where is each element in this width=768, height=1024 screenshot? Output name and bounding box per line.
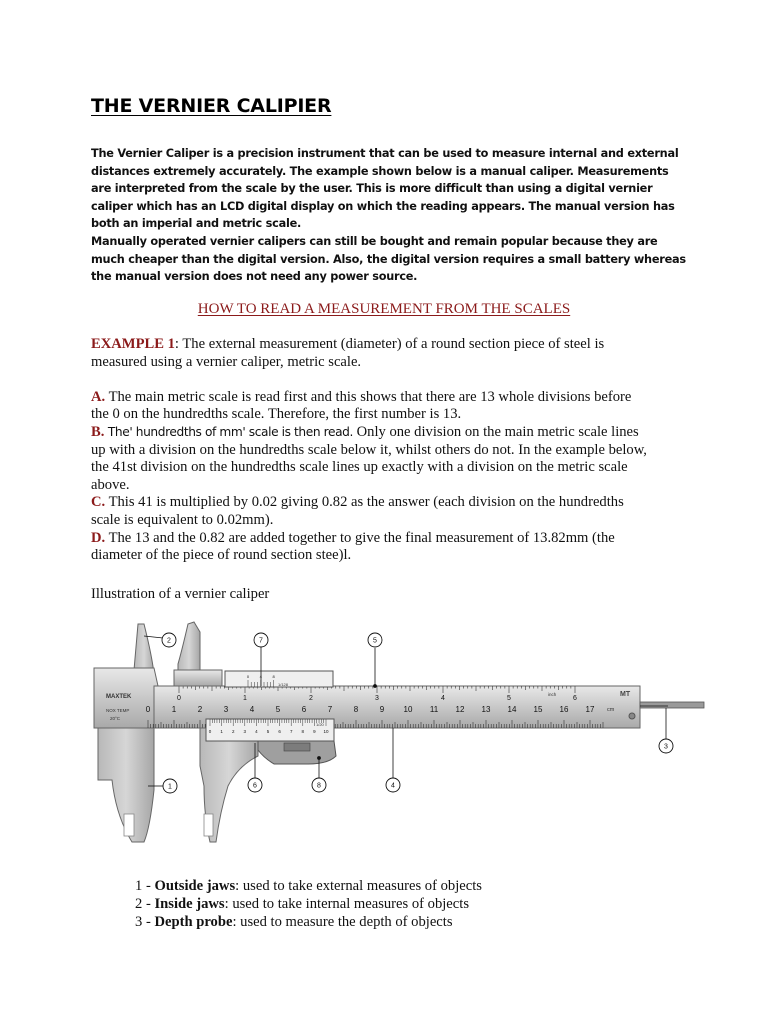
vernier-number: 7 (289, 729, 293, 734)
sliding-inside-jaw (178, 622, 200, 670)
intro-paragraph-1: The Vernier Caliper is a precision instrument that can be used to measure internal and external distances extremely accurately. The example shown below is a manual caliper. Measurements are interpreted from the scale by the user. This is more difficult than using a digital vernier caliper which has an LCD digital display on which the reading appears. The manual version has both an imperial and metric scale. (91, 147, 679, 231)
cm-number: 14 (507, 705, 517, 714)
cm-number: 15 (533, 705, 543, 714)
step-c-lead: C. (91, 494, 106, 511)
callout-7 (254, 633, 268, 647)
legend-item-1: 1 - Outside jaws: used to take external measures of objects (135, 878, 482, 894)
spec-label-1: NOX TEMP (106, 708, 130, 713)
example-text: : The external measurement (diameter) of a round section piece of steel is measured using a vernier caliper, metric scale. (91, 336, 605, 370)
cm-number: 6 (301, 705, 307, 714)
vernier-number: 5 (266, 729, 270, 734)
svg-text:2: 2 (167, 637, 171, 645)
cm-number: 7 (327, 705, 333, 714)
cm-number: 5 (275, 705, 281, 714)
right-mark: MT (620, 691, 631, 698)
spec-label-2: 20°C (110, 716, 121, 721)
vernier-number: 10 (323, 729, 329, 734)
step-d-lead: D. (91, 529, 106, 546)
inch-number: 5 (507, 695, 511, 702)
inch-vernier-number: 4 (259, 674, 262, 679)
step-a-text: The main metric scale is read first and this shows that there are 13 whole divisions before the 0 on the hundredths scale. Therefore, the first number is 13. (91, 388, 632, 423)
inch-vernier-label: 1/128 (278, 682, 289, 687)
example-paragraph (91, 336, 651, 371)
parts-legend (135, 877, 655, 931)
step-b-mixed-font: The' hundredths of mm' scale is then read. (104, 424, 353, 439)
step-a-lead: A. (91, 388, 106, 405)
cm-number: 16 (559, 705, 569, 714)
callout-4 (386, 778, 400, 792)
cm-number: 9 (379, 705, 385, 714)
cm-number: 4 (249, 705, 255, 714)
vernier-number: 2 (231, 729, 235, 734)
vernier-caliper-illustration (88, 616, 708, 848)
callout-2 (162, 633, 176, 647)
callout-3 (659, 739, 673, 753)
metric-vernier-label: 1/20 (316, 722, 324, 727)
cm-number: 3 (223, 705, 229, 714)
cm-unit-label: cm (607, 707, 615, 713)
vernier-number: 6 (278, 729, 281, 734)
svg-text:6: 6 (253, 782, 257, 790)
inch-unit-label: inch (548, 692, 557, 697)
callout-1 (163, 779, 177, 793)
depth-probe (640, 702, 704, 708)
step-d (91, 530, 651, 565)
example-lead: EXAMPLE 1 (91, 336, 175, 352)
intro-text (91, 145, 691, 286)
step-d-text: The 13 and the 0.82 are added together to give the final measurement of 13.82mm (the diameter of the piece of round section stee)l. (91, 529, 615, 564)
cm-number: 10 (403, 705, 413, 714)
cm-number: 12 (455, 705, 465, 714)
cm-number: 13 (481, 705, 491, 714)
svg-text:5: 5 (373, 637, 377, 645)
step-a (91, 389, 651, 424)
step-b-lead: B. (91, 423, 105, 440)
section-heading: HOW TO READ A MEASUREMENT FROM THE SCALES (197, 301, 571, 317)
vernier-number: 9 (313, 729, 316, 734)
cm-number: 8 (353, 705, 359, 714)
cm-number: 17 (585, 705, 595, 714)
inch-vernier-number: 0 (246, 674, 250, 679)
svg-text:1: 1 (168, 783, 172, 791)
vernier-number: 0 (208, 729, 212, 734)
inch-vernier-number: 8 (272, 674, 275, 679)
inch-number: 3 (375, 695, 379, 702)
cm-number: 0 (145, 705, 151, 714)
brand-label: MAXTEK (106, 694, 132, 700)
vernier-number: 3 (243, 729, 247, 734)
inch-number: 6 (573, 695, 577, 702)
legend-item-2: 2 - Inside jaws: used to take internal measures of objects (135, 896, 469, 912)
cm-number: 1 (171, 705, 177, 714)
callout-8 (312, 778, 326, 792)
step-b-text: Only one division on the main metric scale lines up with a division on the hundredths scale below it, whilst others do not. In the example below, the 41st division on the hundredths scale lines up exactly with a division on the metric scale above. (91, 423, 647, 493)
document-title: THE VERNIER CALIPIER (91, 95, 332, 117)
legend-item-3: 3 - Depth probe: used to measure the depth of objects (135, 914, 453, 930)
inch-number: 4 (441, 695, 445, 702)
cm-number: 11 (429, 705, 439, 714)
inch-number: 2 (309, 695, 313, 702)
cm-number: 2 (197, 705, 203, 714)
inch-number: 0 (177, 695, 181, 702)
svg-text:8: 8 (317, 782, 321, 790)
example-body (91, 336, 651, 565)
step-b (91, 424, 651, 494)
step-c (91, 494, 651, 529)
vernier-number: 1 (220, 729, 223, 734)
illustration-caption: Illustration of a vernier caliper (91, 586, 270, 602)
inch-number: 1 (243, 695, 247, 702)
vernier-number: 8 (301, 729, 305, 734)
svg-text:7: 7 (259, 637, 263, 645)
intro-paragraph-2: Manually operated vernier calipers can still be bought and remain popular because they are much cheaper than the digital version. Also, the digital version requires a small battery whereas the manual version does not need any power source. (91, 234, 686, 284)
svg-text:3: 3 (664, 743, 668, 751)
step-c-text: This 41 is multiplied by 0.02 giving 0.82 as the answer (each division on the hundredths scale is equivalent to 0.02mm). (91, 494, 624, 528)
svg-text:4: 4 (391, 782, 395, 790)
callout-5 (368, 633, 382, 647)
vernier-number: 4 (255, 729, 258, 734)
callout-6 (248, 778, 262, 792)
